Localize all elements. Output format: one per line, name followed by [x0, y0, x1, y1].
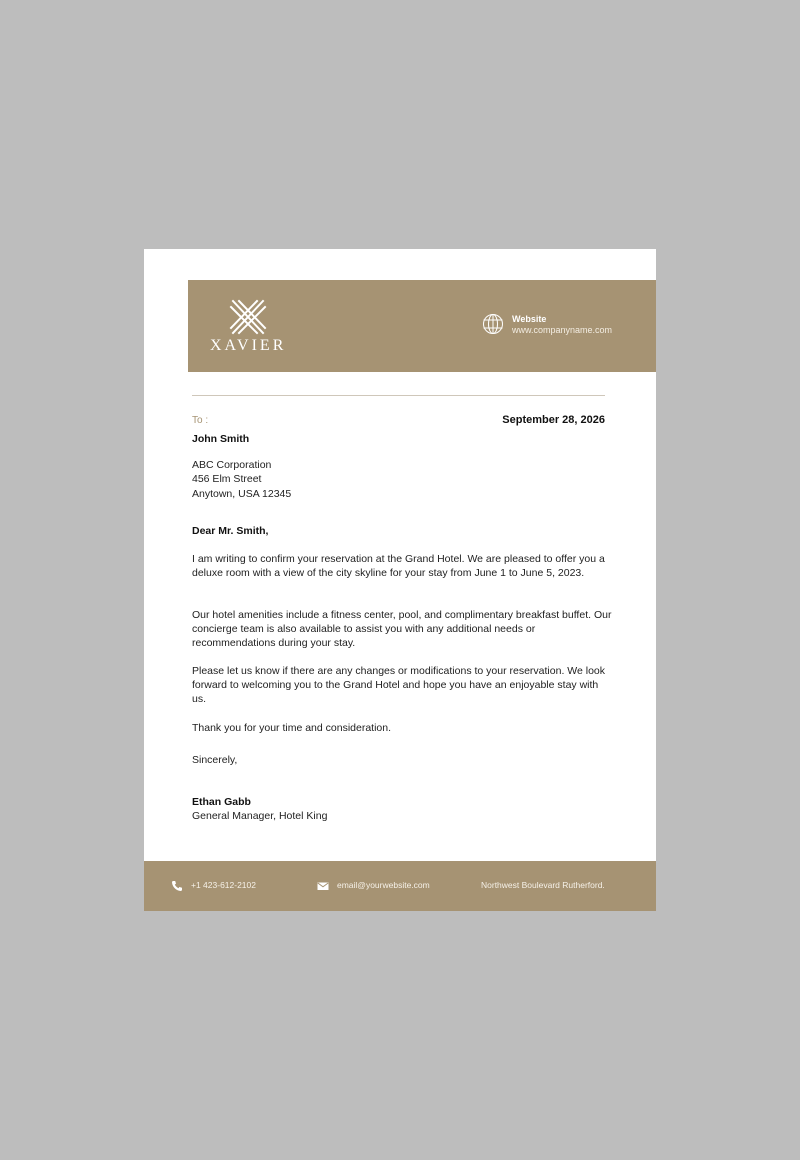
signature-name: Ethan Gabb — [192, 796, 251, 808]
recipient-address — [192, 458, 291, 501]
body-paragraph: I am writing to confirm your reservation at the Grand Hotel. We are pleased to offer you a deluxe room with a view of the city skyline for your stay from June 1 to June 5, 2023. — [192, 553, 605, 580]
header-band — [188, 280, 656, 372]
body-paragraph: Our hotel amenities include a fitness center, pool, and complimentary breakfast buffet. Our concierge team is also available to assist you with any additional needs or recommendations during your stay. — [192, 609, 612, 650]
envelope-icon — [317, 880, 329, 892]
divider-line — [192, 395, 605, 396]
footer-address: Northwest Boulevard Rutherford. — [481, 880, 605, 890]
address-line: Anytown, USA 12345 — [192, 487, 292, 500]
letter-date: September 28, 2026 — [502, 414, 605, 426]
footer-phone: +1 423-612-2102 — [191, 880, 256, 890]
closing: Sincerely, — [192, 754, 238, 766]
recipient-name: John Smith — [192, 433, 250, 445]
letterhead-page — [144, 249, 656, 911]
website-label: Website — [512, 314, 547, 324]
footer-email: email@yourwebsite.com — [337, 880, 430, 890]
logo-icon — [229, 299, 267, 335]
signature-title: General Manager, Hotel King — [192, 810, 328, 822]
phone-icon — [171, 880, 183, 892]
address-line: 456 Elm Street — [192, 473, 262, 486]
footer-band — [144, 861, 656, 911]
to-label: To : — [192, 415, 209, 426]
salutation: Dear Mr. Smith, — [192, 525, 269, 537]
website-url: www.companyname.com — [512, 325, 613, 335]
address-line: ABC Corporation — [192, 459, 272, 471]
logo-wordmark: XAVIER — [210, 337, 287, 354]
globe-icon — [482, 313, 504, 335]
body-paragraph: Thank you for your time and consideration. — [192, 722, 392, 734]
body-paragraph: Please let us know if there are any changes or modifications to your reservation. We look forward to welcoming you to the Grand Hotel and hope you have an enjoyable stay with us. — [192, 665, 606, 706]
